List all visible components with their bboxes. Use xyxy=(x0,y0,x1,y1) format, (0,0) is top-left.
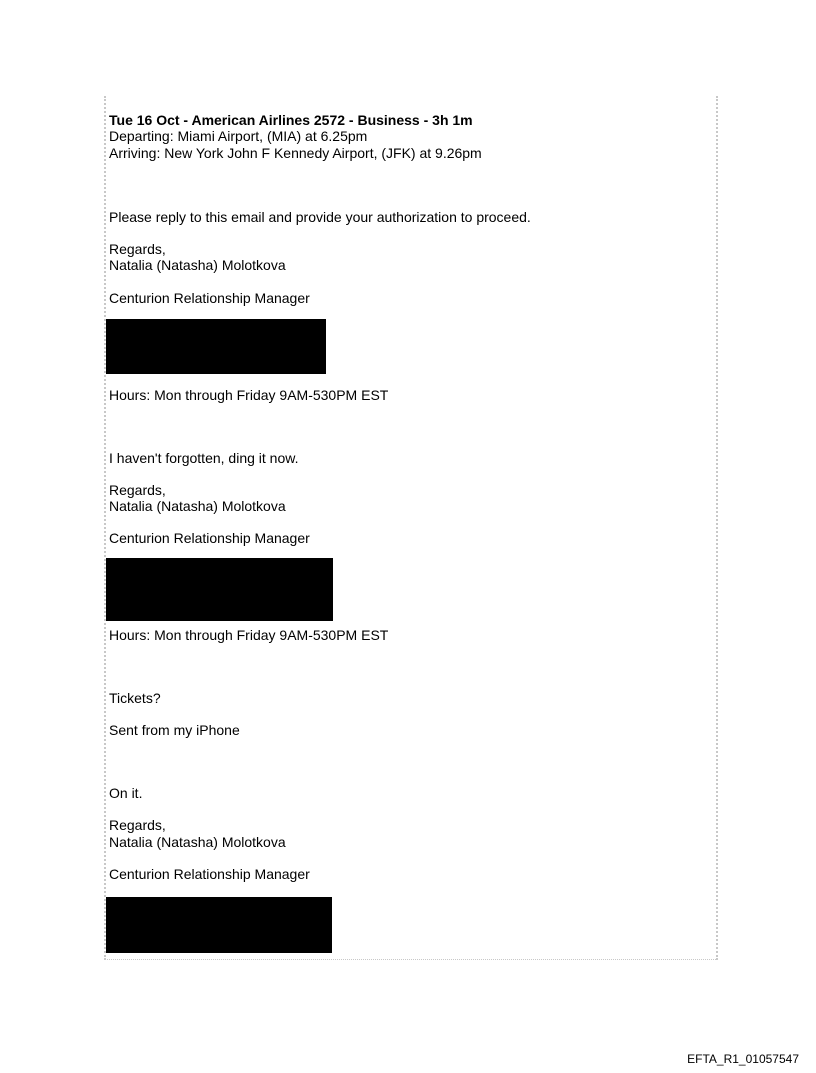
regards-text: Regards, xyxy=(109,817,166,833)
sender-name: Natalia (Natasha) Molotkova xyxy=(109,834,286,850)
email-signature: Sent from my iPhone xyxy=(109,722,240,738)
message-body: Please reply to this email and provide your authorization to proceed. xyxy=(109,209,531,225)
email-thread-frame xyxy=(104,96,718,960)
sender-role: Centurion Relationship Manager xyxy=(109,866,310,882)
office-hours: Hours: Mon through Friday 9AM-530PM EST xyxy=(109,627,389,643)
office-hours: Hours: Mon through Friday 9AM-530PM EST xyxy=(109,387,389,403)
message-body: I haven't forgotten, ding it now. xyxy=(109,450,299,466)
message-body: Tickets? xyxy=(109,690,161,706)
regards-text: Regards, xyxy=(109,241,166,257)
sender-name: Natalia (Natasha) Molotkova xyxy=(109,257,286,273)
flight-title: Tue 16 Oct - American Airlines 2572 - Business - 3h 1m xyxy=(109,112,473,128)
regards-text: Regards, xyxy=(109,482,166,498)
sender-role: Centurion Relationship Manager xyxy=(109,530,310,546)
sender-name: Natalia (Natasha) Molotkova xyxy=(109,498,286,514)
redaction-block xyxy=(106,319,326,374)
redaction-block xyxy=(106,897,332,953)
flight-arriving: Arriving: New York John F Kennedy Airport, (JFK) at 9.26pm xyxy=(109,145,482,161)
message-body: On it. xyxy=(109,785,143,801)
sender-role: Centurion Relationship Manager xyxy=(109,290,310,306)
flight-departing: Departing: Miami Airport, (MIA) at 6.25pm xyxy=(109,128,368,144)
document-id: EFTA_R1_01057547 xyxy=(687,1052,799,1066)
redaction-block xyxy=(106,558,333,621)
